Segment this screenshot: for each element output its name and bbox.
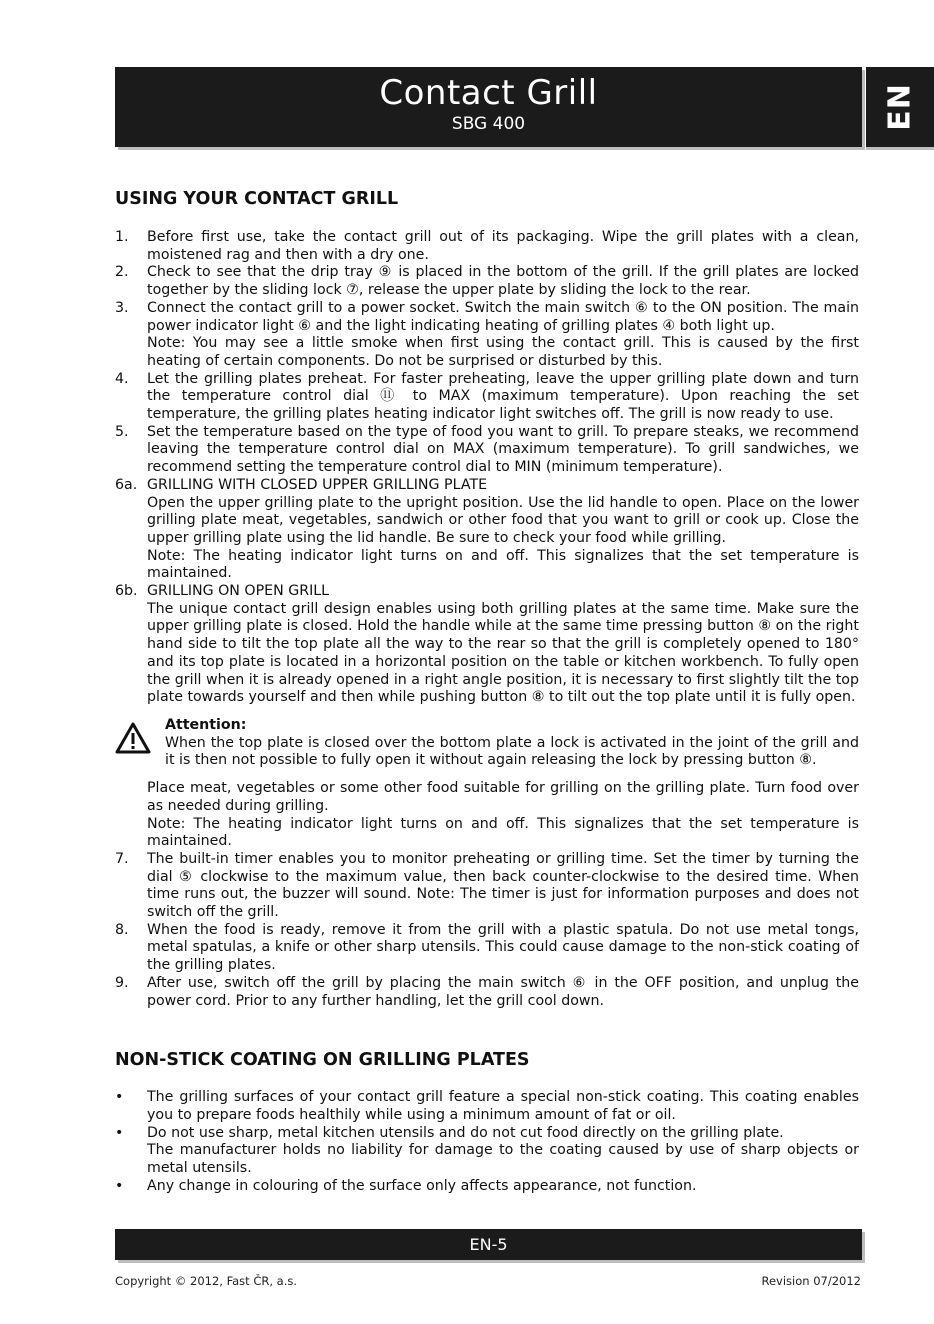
list-item [115,922,859,975]
item-paragraph: Check to see that the drip tray ⑨ is placed in the bottom of the grill. If the grill plates are locked together by the sliding lock ⑦, release the upper plate by sliding the lock to the rear. [147,264,859,299]
item-number: • [115,1124,124,1141]
item-number: 6a. [115,476,138,493]
item-paragraph: The built-in timer enables you to monitor preheating or grilling time. Set the timer by turning the dial ⑤ clockwise to the maximum value, then back counter-clockwise to the desired time. When time runs out, the buzzer will sound. Note: The timer is just for information purposes and does not switch off the grill. [147,850,859,921]
item-number: 6b. [115,583,138,600]
item-paragraph: The grilling surfaces of your contact grill feature a special non-stick coating. This coating enables you to prepare foods healthily while using a minimum amount of fat or oil. [147,1089,859,1123]
main-content [115,188,859,1195]
instruction-list [115,229,859,707]
item-number: 4. [115,370,129,387]
item-paragraph: Connect the contact grill to a power socket. Switch the main switch ⑥ to the ON position. The main power indicator light ⑥ and the light indicating heating of grilling plates ④ both light up. [147,299,859,334]
item-paragraph: GRILLING WITH CLOSED UPPER GRILLING PLATE [147,476,488,493]
item-number: 7. [115,850,129,867]
list-item [115,300,859,371]
attention-text: When the top plate is closed over the bottom plate a lock is activated in the joint of the grill and it is then not possible to fully open it without again releasing the lock by pressing button ⑧. [165,734,859,769]
item-number: 2. [115,264,129,281]
item-number: 5. [115,423,129,440]
bullet-list [115,1089,859,1195]
item-paragraph: When the food is ready, remove it from the grill with a plastic spatula. Do not use metal tongs, metal spatulas, a knife or other sharp utensils. This could cause damage to the non-stick coating of the grilling plates. [147,921,859,974]
item-number: 1. [115,229,129,245]
list-item [115,583,859,707]
item-paragraph: Note: The heating indicator light turns on and off. This signalizes that the set temperature is maintained. [147,547,859,582]
language-tab [866,67,934,147]
attention-note [115,717,859,770]
item-paragraph: Open the upper grilling plate to the upright position. Use the lid handle to open. Place on the lower grilling plate meat, vegetables, sandwich or other food that you want to grill or cook up. Close the upper grilling plate using the lid handle. Be sure to check your food while grilling. [147,494,859,546]
item-paragraph: Let the grilling plates preheat. For faster preheating, leave the upper grilling plate down and turn the temperature control dial ⑪ to MAX (maximum temperature). Upon reaching the set temperature, the grilling plates heating indicator light switches off. The grill is now ready to use. [147,370,859,423]
page-number-bar [115,1229,862,1260]
list-item [115,477,859,583]
item-paragraph: Before first use, take the contact grill out of its packaging. Wipe the grill plates with a clean, moistened rag and then with a dry one. [147,229,859,263]
list-item [115,851,859,922]
list-item [115,371,859,424]
document-header [115,67,862,147]
item-paragraph: Do not use sharp, metal kitchen utensils and do not cut food directly on the grilling plate. [147,1124,784,1141]
list-item [115,229,859,264]
item-paragraph: GRILLING ON OPEN GRILL [147,583,330,600]
item-number: 3. [115,299,129,316]
bullet-item [115,1089,859,1124]
item-paragraph: Set the temperature based on the type of food you want to grill. To prepare steaks, we recommend leaving the temperature control dial on MAX (maximum temperature). To grill sandwiches, we recommend setting the temperature control dial to MIN (minimum temperature). [147,423,859,476]
item-number: 8. [115,921,129,938]
note-paragraph: Note: The heating indicator light turns on and off. This signalizes that the set temperature is maintained. [147,815,859,850]
attention-title: Attention: [165,716,247,733]
warning-icon [115,717,165,770]
page-title: Contact Grill [379,73,598,113]
note-paragraph: Place meat, vegetables or some other food suitable for grilling on the grilling plate. Turn food over as needed during grilling. [147,780,859,814]
item-paragraph: Any change in colouring of the surface only affects appearance, not function. [147,1177,697,1194]
item-number: • [115,1177,124,1194]
instruction-list-continued [115,851,859,1010]
list-item [115,975,859,1010]
bullet-item [115,1125,859,1178]
item-paragraph: After use, switch off the grill by placing the main switch ⑥ in the OFF position, and unplug the power cord. Prior to any further handling, let the grill cool down. [147,974,859,1009]
after-attention-text [115,780,859,851]
section-heading-using: USING YOUR CONTACT GRILL [115,189,399,209]
language-label: EN [882,83,918,131]
page-number: EN-5 [469,1235,508,1254]
model-number: SBG 400 [451,114,526,134]
section-heading-non-stick: NON-STICK COATING ON GRILLING PLATES [115,1050,530,1071]
item-paragraph: Note: You may see a little smoke when first using the contact grill. This is caused by the first heating of certain components. Do not be surprised or disturbed by this. [147,335,859,369]
list-item [115,264,859,299]
item-paragraph: The unique contact grill design enables using both grilling plates at the same time. Make sure the upper grilling plate is closed. Hold the handle while at the same time pressing button ⑧ on the right hand side to tilt the top plate all the way to the rear so that the grill is completely opened to 180° and its top plate is located in a horizontal position on the table or kitchen workbench. To fully open the grill when it is already opened in a right angle position, it is necessary to first slightly tilt the top plate towards yourself and then while pushing button ⑧ to tilt out the top plate until it is fully open. [147,600,859,706]
bullet-item [115,1178,859,1196]
copyright-text: Copyright © 2012, Fast ČR, a.s. [115,1274,298,1288]
item-number: 9. [115,974,129,991]
item-paragraph: The manufacturer holds no liability for damage to the coating caused by use of sharp objects or metal utensils. [147,1142,859,1177]
list-item [115,424,859,477]
revision-text: Revision 07/2012 [761,1274,861,1288]
item-number: • [115,1089,124,1106]
